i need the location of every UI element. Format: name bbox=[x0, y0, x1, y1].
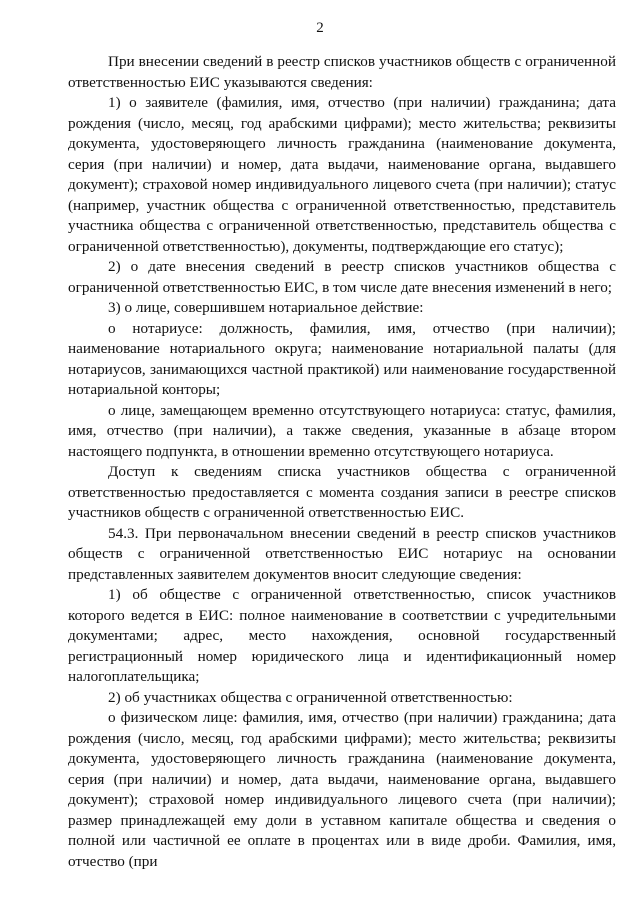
paragraph: о нотариусе: должность, фамилия, имя, отчество (при наличии); наименование нотариального округа; наименование нотариальной палаты (для нотариусов, занимающихся частной практикой) или наименование государственной нотариальной конторы; bbox=[68, 319, 616, 398]
paragraph: 1) об обществе с ограниченной ответственностью, список участников которого ведется в ЕИС: полное наименование в соответствии с учредительными документами; адрес, место нахождения, основной государственный регистрационный номер юридического лица и идентификационный номер налогоплательщика; bbox=[68, 586, 616, 685]
paragraph: 2) об участниках общества с ограниченной ответственностью: bbox=[108, 688, 513, 706]
paragraph: При внесении сведений в реестр списков участников обществ с ограниченной ответственностью ЕИС указываются сведения: bbox=[68, 53, 616, 91]
paragraph: 2) о дате внесения сведений в реестр списков участников общества с ограниченной ответственностью ЕИС, в том числе дате внесения изменений в него; bbox=[68, 258, 616, 296]
page-number: 2 bbox=[316, 20, 324, 36]
paragraph: о физическом лице: фамилия, имя, отчество (при наличии) гражданина; дата рождения (число, месяц, год арабскими цифрами); место жительства; реквизиты документа, удостоверяющего личность гражданина (наименование документа, серия (при наличии) и номер, дата выдачи, наименование органа, выдавшего документ); страховой номер индивидуального лицевого счета (при наличии); размер принадлежащей ему доли в уставном капитале общества и сведения о полной или частичной ее оплате в процентах или в виде дроби. Фамилия, имя, отчество (при bbox=[68, 709, 616, 870]
paragraph: о лице, замещающем временно отсутствующего нотариуса: статус, фамилия, имя, отчество (при наличии), а также сведения, указанные в абзаце втором настоящего подпункта, в отношении временно отсутствующего нотариуса. bbox=[68, 401, 616, 460]
paragraph: 54.3. При первоначальном внесении сведений в реестр списков участников обществ с ограниченной ответственностью ЕИС нотариус на основании представленных заявителем документов вносит следующие сведения: bbox=[68, 524, 616, 583]
document-body bbox=[68, 52, 616, 872]
paragraph: Доступ к сведениям списка участников общества с ограниченной ответственностью предоставляется с момента создания записи в реестре списков участников обществ с ограниченной ответственностью ЕИС. bbox=[68, 463, 616, 521]
paragraph: 1) о заявителе (фамилия, имя, отчество (при наличии) гражданина; дата рождения (число, месяц, год арабскими цифрами); место жительства; реквизиты документа, удостоверяющего личность гражданина (наименование документа, серия (при наличии) и номер, дата выдачи, наименование органа, выдавшего документ); страховой номер индивидуального лицевого счета (при наличии); статус (например, участник общества с ограниченной ответственностью, представитель участника общества с ограниченной ответственностью, представитель общества с ограниченной ответственностью), документы, подтверждающие его статус); bbox=[68, 94, 616, 255]
paragraph: 3) о лице, совершившем нотариальное действие: bbox=[108, 299, 424, 316]
